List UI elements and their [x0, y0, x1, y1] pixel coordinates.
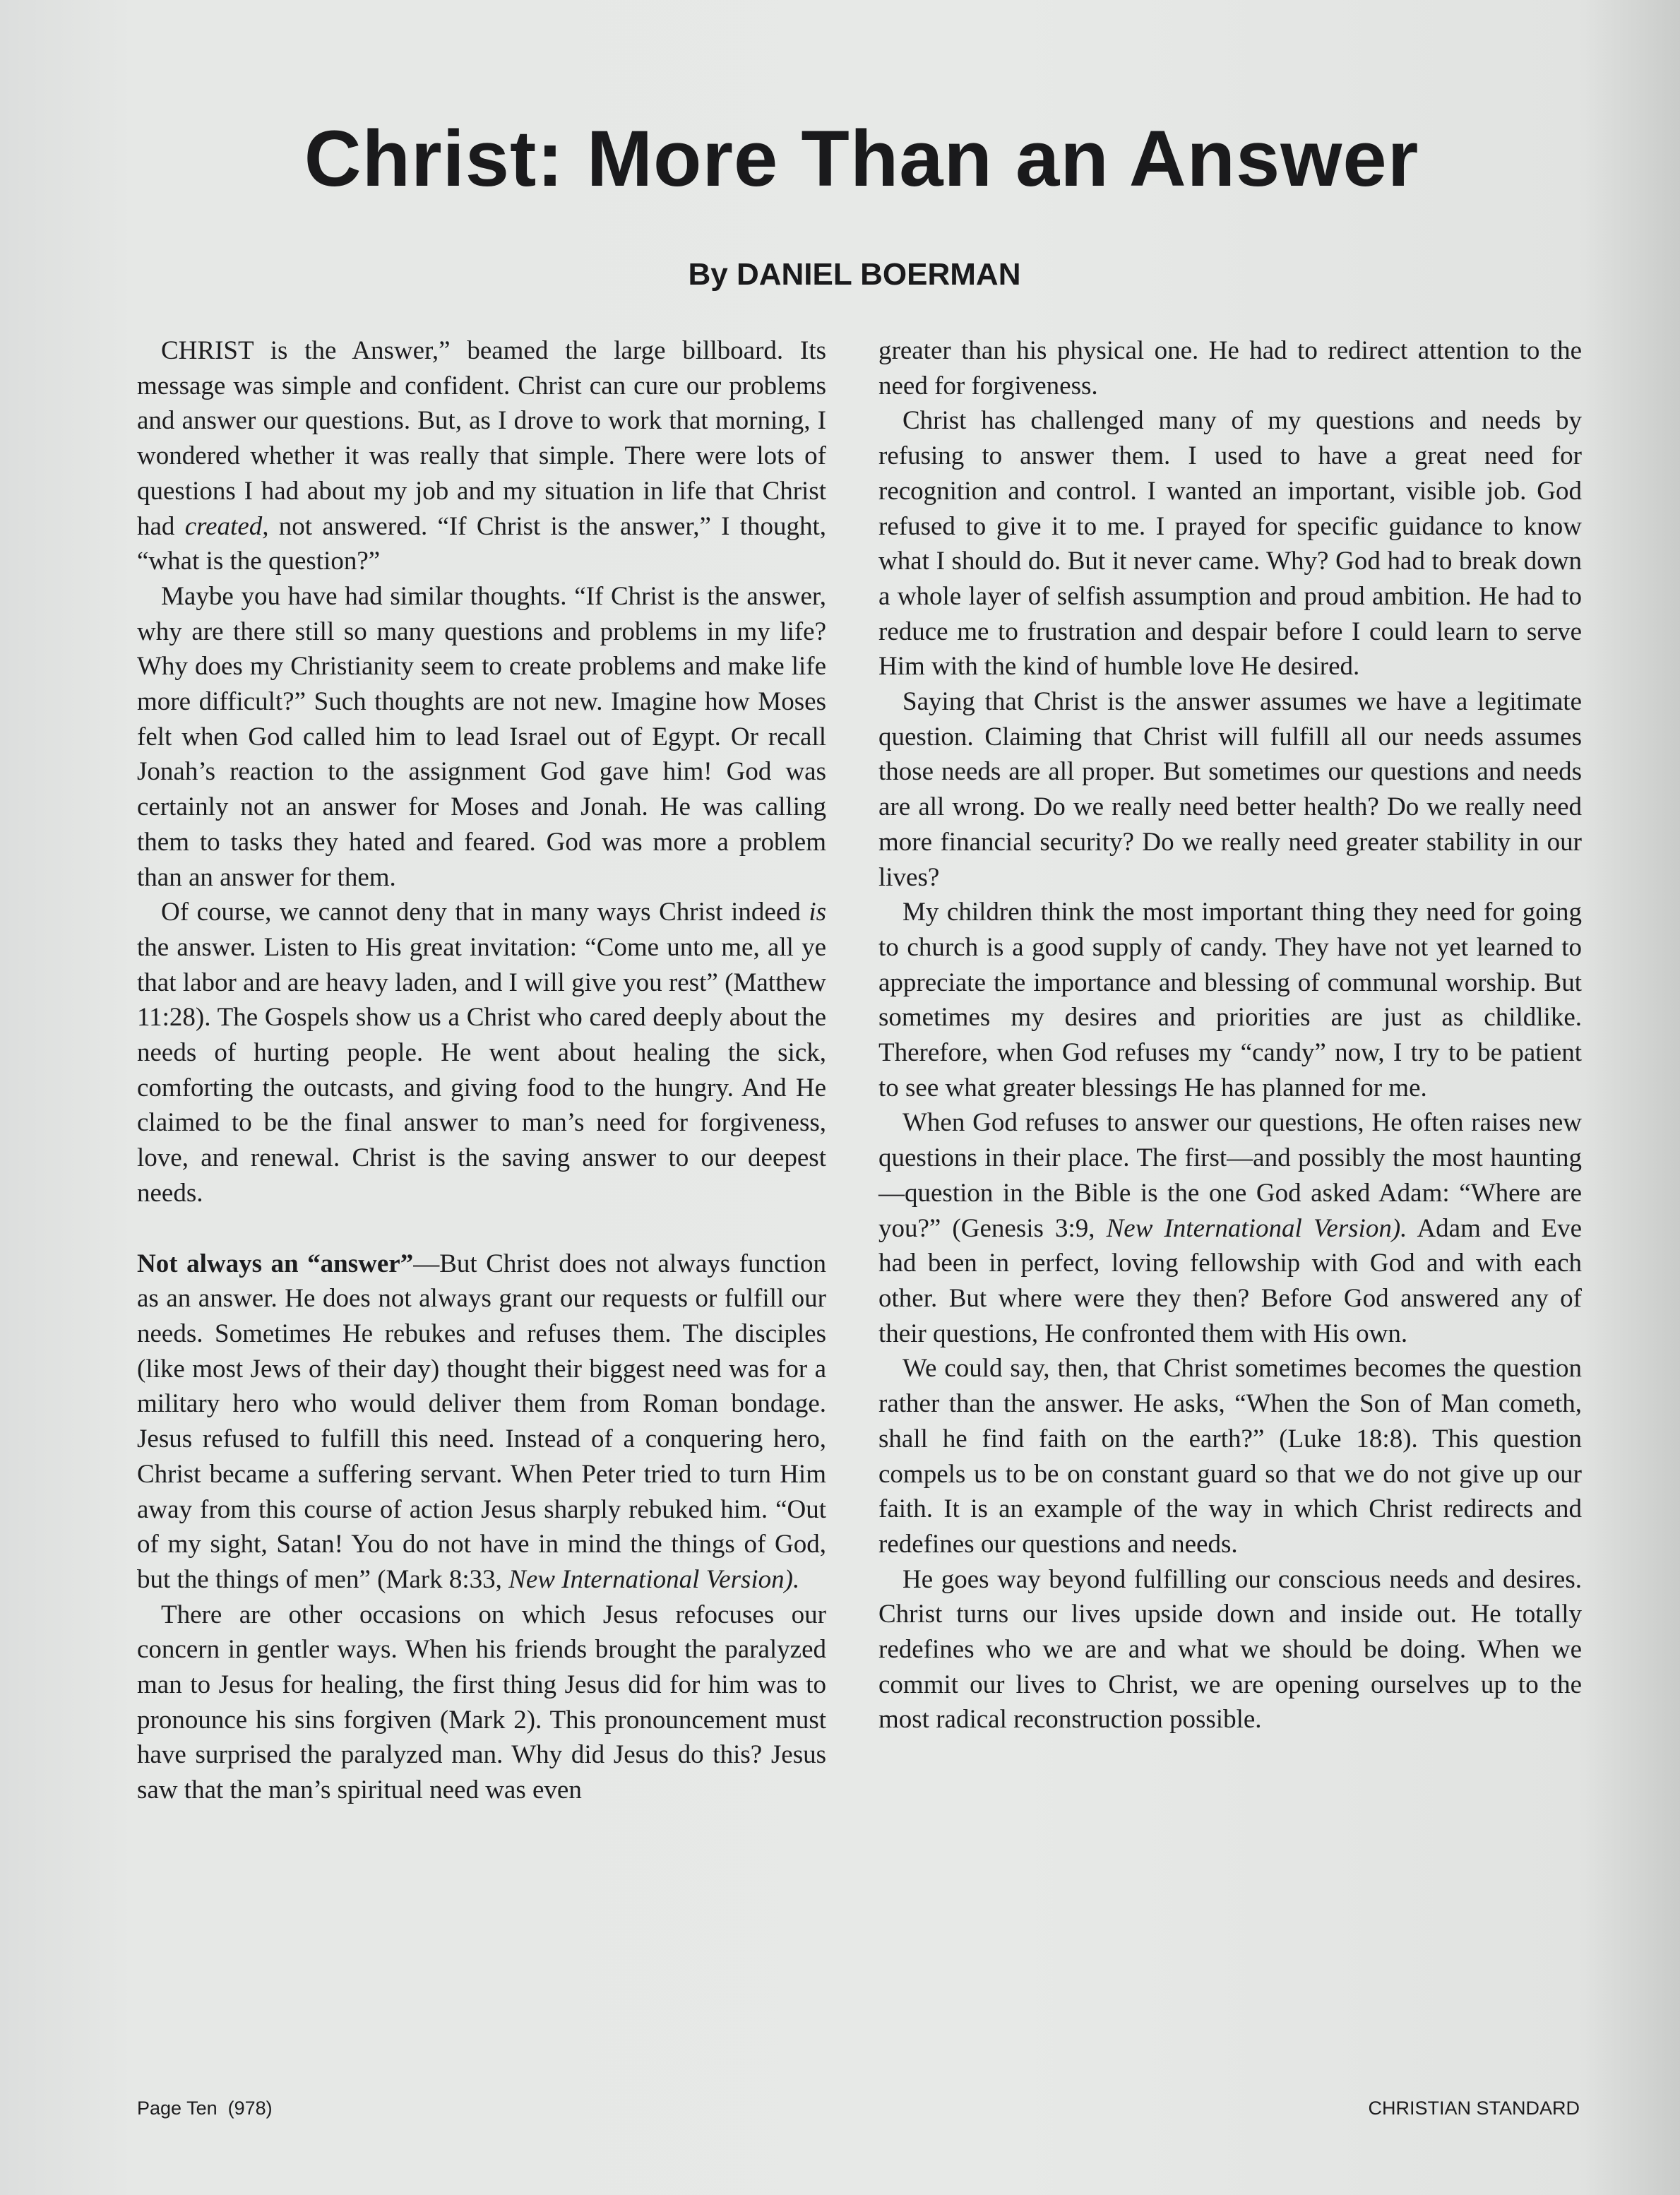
paragraph: greater than his physical one. He had to redirect attention to the need for forgiveness. [878, 336, 1582, 400]
paragraph-text: —But Christ does not always function as an answer. He does not always grant our requests or fulfill our needs. Sometimes He rebukes and refuses them. The disciples (like most Jews of their day) thought their biggest need was for a military hero who would deliver them from Roman bondage. Jesus refused to fulfill this need. Instead of a conquering hero, Christ became a suffering servant. When Peter tried to turn Him away from this course of action Jesus sharply rebuked him. “Out of my sight, Satan! You do not have in mind the things of God, but the things of men” (Mark 8:33, [137, 1249, 826, 1594]
paragraph [878, 1105, 1582, 1351]
right-column [878, 333, 1582, 1737]
emphasis: is [809, 898, 826, 927]
paragraph: Maybe you have had similar thoughts. “If Christ is the answer, why are there still so many questions and problems in my life? Why does my Christianity seem to create problems and make life more difficult?” Such thoughts are not new. Imagine how Moses felt when God called him to lead Israel out of Egypt. Or recall Jonah’s reaction to the assignment God gave him! God was certainly not an answer for Moses and Jonah. He was calling them to tasks they hated and feared. God was more a problem than an answer for them. [137, 581, 826, 892]
paragraph-text: the answer. Listen to His great invitation: “Come unto me, all ye that labor and are heavy laden, and I will give you rest” (Matthew 11:28). The Gospels show us a Christ who cared deeply about the needs of hurting people. He went about healing the sick, comforting the outcasts, and giving food to the hungry. And He claimed to be the final answer to man’s need for forgiveness, love, and renewal. Christ is the saving answer to our deepest needs. [137, 932, 826, 1208]
paragraph [137, 333, 826, 579]
paragraph [137, 1247, 826, 1598]
publication-name: CHRISTIAN STANDARD [1368, 2098, 1580, 2119]
paragraph-text: Adam and Eve had been in perfect, loving fellowship with God and with each other. But where were they then? Before God answered any of their questions, He confronted them with His own. [878, 1213, 1582, 1348]
paragraph [137, 895, 826, 1210]
paragraph: There are other occasions on which Jesus refocuses our concern in gentler ways. When his friends brought the paralyzed man to Jesus for healing, the first thing Jesus did for him was to pronounce his sins forgiven (Mark 2). This pronouncement must have surprised the paralyzed man. Why did Jesus do this? Jesus saw that the man’s spiritual need was even [137, 1600, 826, 1805]
paragraph: My children think the most important thing they need for going to church is a good supply of candy. They have not yet learned to appreciate the importance and blessing of communal worship. But sometimes my desires and priorities are just as childlike. Therefore, when God refuses my “candy” now, I try to be patient to see what greater blessings He has planned for me. [878, 898, 1582, 1102]
paragraph: Saying that Christ is the answer assumes we have a legitimate question. Claiming that Christ will fulfill all our needs assumes those needs are all proper. But sometimes our questions and needs are all wrong. Do we really need better health? Do we really need more financial security? Do we really need greater stability in our lives? [878, 687, 1582, 892]
paragraph-text: CHRIST is the Answer,” beamed the large billboard. Its message was simple and confident. Christ can cure our problems and answer our questions. But, as I drove to work that morning, I wondered whether it was really that simple. There were lots of questions I had about my job and my situation in life that Christ had [137, 336, 826, 541]
section-heading: Not always an “answer” [137, 1249, 414, 1278]
article-title: Christ: More Than an Answer [304, 114, 1419, 203]
left-column [137, 333, 826, 1808]
emphasis: New International Version). [1106, 1213, 1407, 1243]
page-footer-left [137, 2098, 273, 2119]
paragraph: Christ has challenged many of my questions and needs by refusing to answer them. I used to have a great need for recognition and control. I wanted an important, visible job. God refused to give it to me. I prayed for specific guidance to know what I should do. But it never came. Why? God had to break down a whole layer of selfish assumption and proud ambition. He had to reduce me to frustration and despair before I could learn to serve Him with the kind of humble love He desired. [878, 406, 1582, 682]
paragraph: We could say, then, that Christ sometimes becomes the question rather than the answer. He asks, “When the Son of Man cometh, shall he find faith on the earth?” (Luke 18:8). This question compels us to be on constant guard so that we do not give up our faith. It is an example of the way in which Christ redirects and redefines our questions and needs. [878, 1354, 1582, 1559]
paragraph-text: When God refuses to answer our questions, He often raises new questions in their place. The first—and possibly the most haunting—question in the Bible is the one God asked Adam: “Where are you?” (Genesis 3:9, [878, 1108, 1582, 1243]
paragraph: He goes way beyond fulfilling our conscious needs and desires. Christ turns our lives upside down and inside out. He totally redefines who we are and what we should be doing. When we commit our lives to Christ, we are opening ourselves up to the most radical reconstruction possible. [878, 1564, 1582, 1735]
page-number: (978) [227, 2098, 273, 2119]
paragraph-text: Of course, we cannot deny that in many ways Christ indeed [161, 898, 801, 927]
emphasis: created, [184, 511, 269, 541]
article-byline: By DANIEL BOERMAN [688, 257, 1021, 292]
page-label: Page Ten [137, 2098, 218, 2119]
paragraph-text: not answered. “If Christ is the answer,” I thought, “what is the question?” [137, 511, 827, 576]
emphasis: New International Version). [508, 1564, 800, 1594]
